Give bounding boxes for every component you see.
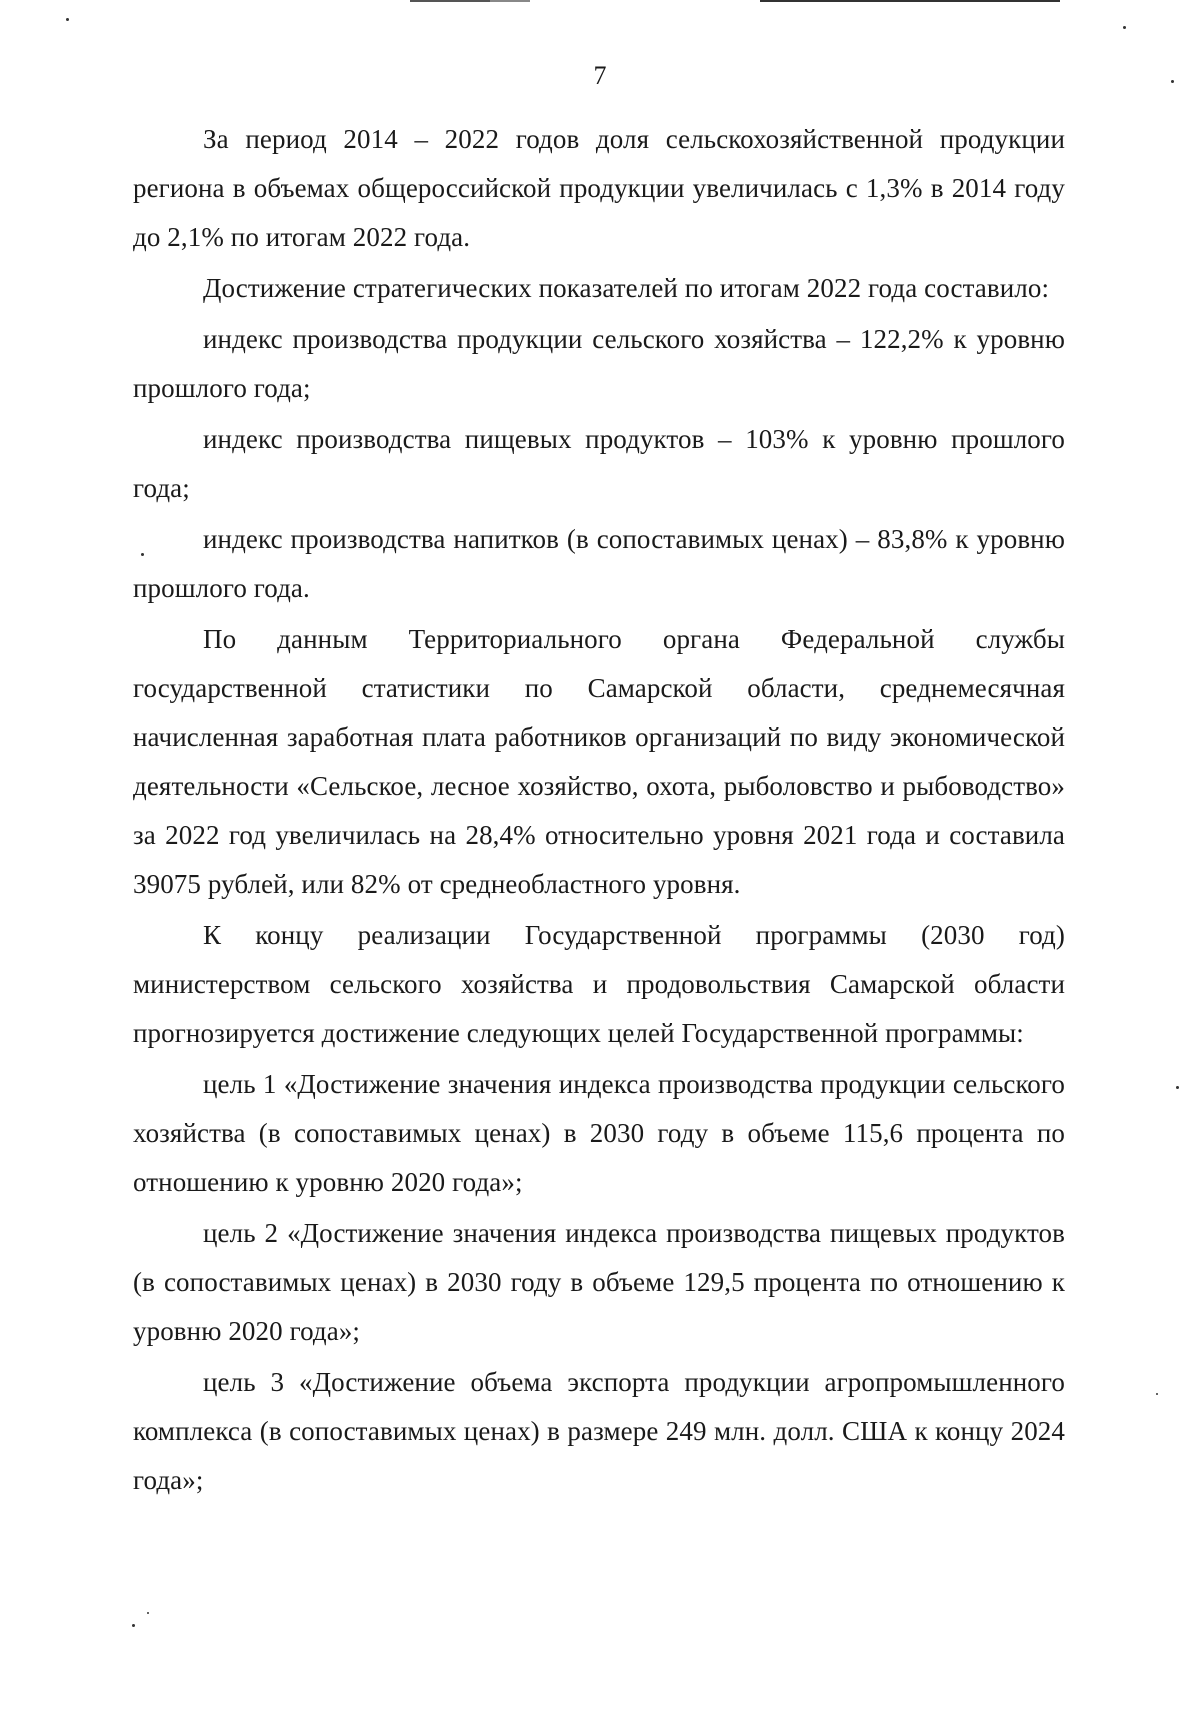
scan-speck — [147, 1612, 149, 1614]
list-item: цель 3 «Достижение объема экспорта продукции агропромышленного комплекса (в сопоставимых ценах) в размере 249 млн. долл. США к концу 2024 года»; — [133, 1367, 1065, 1495]
paragraph: За период 2014 – 2022 годов доля сельскохозяйственной продукции региона в объемах общероссийской продукции увеличилась с 1,3% в 2014 году до 2,1% по итогам 2022 года. — [133, 124, 1065, 252]
page-number: 7 — [593, 61, 607, 90]
scan-edge-mark — [410, 0, 490, 2]
scan-edge-mark — [490, 0, 530, 2]
scan-speck — [1123, 26, 1126, 29]
list-item: индекс производства продукции сельского хозяйства – 122,2% к уровню прошлого года; — [133, 324, 1065, 403]
list-item: цель 1 «Достижение значения индекса производства продукции сельского хозяйства (в сопоставимых ценах) в 2030 году в объеме 115,6 процента по отношению к уровню 2020 года»; — [133, 1069, 1065, 1197]
scan-speck — [1156, 1393, 1158, 1395]
list-item: цель 2 «Достижение значения индекса производства пищевых продуктов (в сопоставимых ценах) в 2030 году в объеме 129,5 процента по отношению к уровню 2020 года»; — [133, 1218, 1065, 1346]
scan-speck — [1176, 1086, 1179, 1089]
scan-speck — [132, 1624, 135, 1627]
paragraph: Достижение стратегических показателей по итогам 2022 года составило: — [203, 273, 1050, 303]
scan-speck — [66, 18, 69, 21]
paragraph: По данным Территориального органа Федеральной службы государственной статистики по Самарской области, среднемесячная начисленная заработная плата работников организаций по виду экономической деятельности «Сельское, лесное хозяйство, охота, рыболовство и рыбоводство» за 2022 год увеличилась на 28,4% относительно уровня 2021 года и составила 39075 рублей, или 82% от среднеобластного уровня. — [133, 624, 1065, 899]
list-item: индекс производства пищевых продуктов – 103% к уровню прошлого года; — [133, 424, 1065, 503]
paragraph: К концу реализации Государственной программы (2030 год) министерством сельского хозяйства и продовольствия Самарской области прогнозируется достижение следующих целей Государственной программы: — [133, 920, 1065, 1048]
list-item: индекс производства напитков (в сопоставимых ценах) – 83,8% к уровню прошлого года. — [133, 524, 1065, 603]
scan-edge-mark — [760, 0, 1060, 2]
document-body — [133, 115, 1065, 1507]
